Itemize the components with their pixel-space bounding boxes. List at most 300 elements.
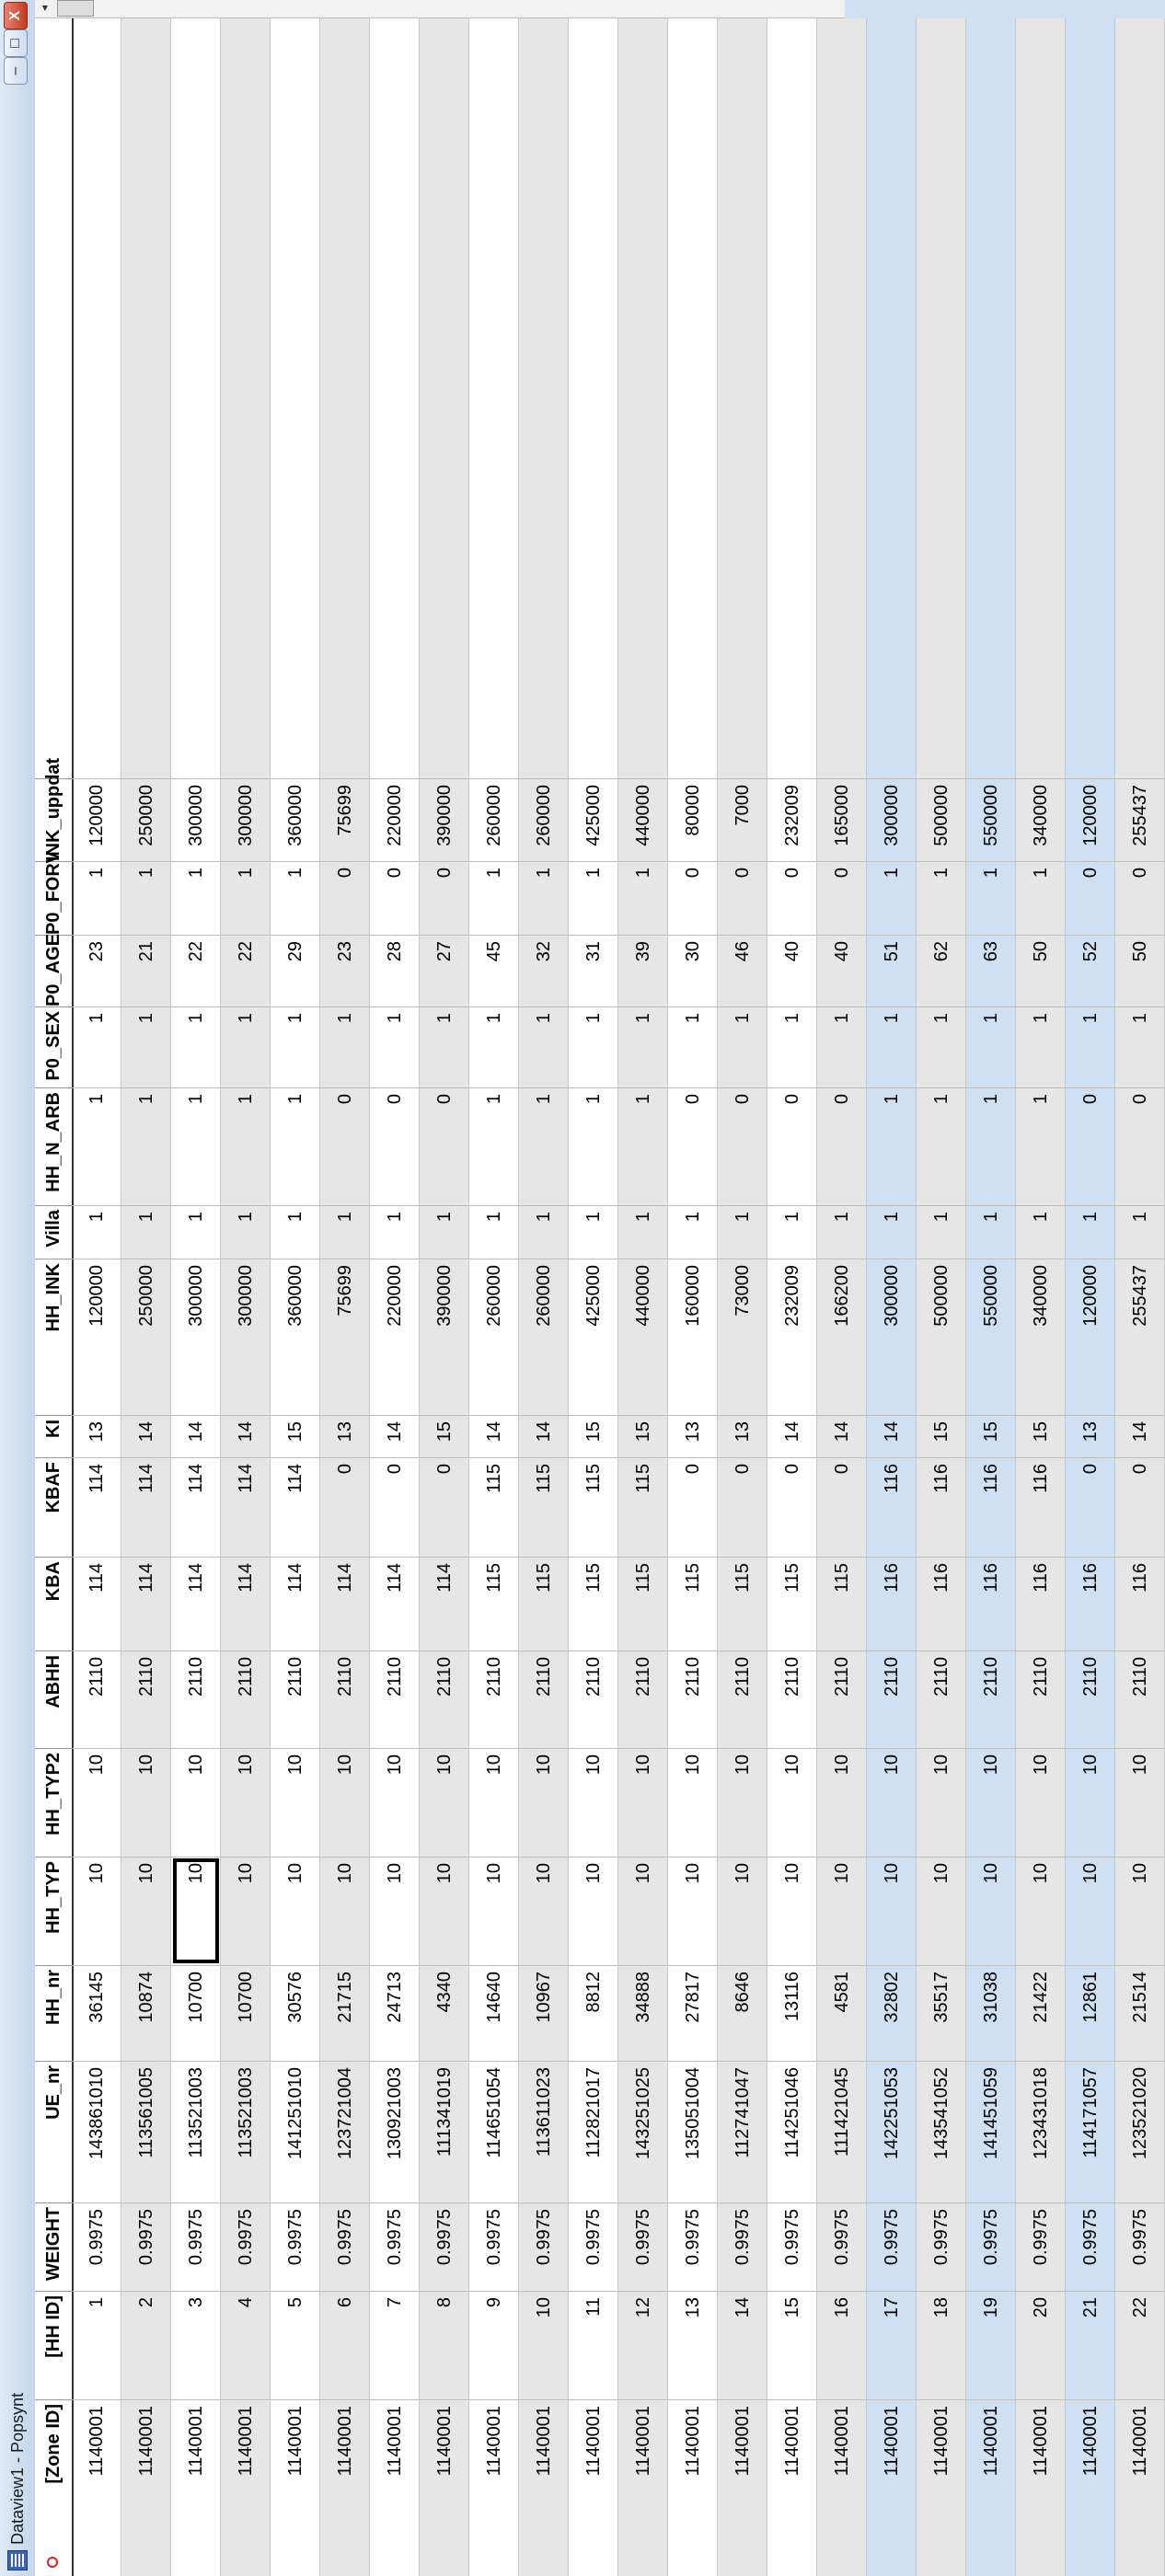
table-cell[interactable]: 4 [221, 2291, 271, 2399]
column-header[interactable]: HH_INK [35, 1259, 72, 1415]
row-selector[interactable] [121, 2547, 171, 2576]
table-cell[interactable]: 10 [271, 1857, 320, 1965]
column-header[interactable]: HH_TYP2 [35, 1748, 72, 1857]
table-cell[interactable]: 115 [519, 1557, 569, 1650]
table-cell[interactable]: 1 [221, 1087, 271, 1205]
table-cell[interactable]: 10 [469, 1857, 519, 1965]
row-selector[interactable] [271, 2547, 320, 2576]
table-cell[interactable]: 1140001 [767, 2399, 817, 2547]
table-cell[interactable]: 1 [370, 1205, 420, 1259]
table-row[interactable] [370, 18, 420, 2576]
row-selector[interactable] [569, 2547, 618, 2576]
table-cell[interactable]: 0.9975 [370, 2202, 420, 2291]
table-cell[interactable]: 340000 [1016, 1259, 1066, 1415]
table-cell[interactable]: 142251053 [867, 2061, 917, 2202]
table-cell[interactable]: 425000 [569, 1259, 618, 1415]
table-cell[interactable]: 10 [668, 1857, 718, 1965]
table-cell[interactable]: 116 [867, 1457, 917, 1557]
table-cell[interactable]: 116 [1016, 1457, 1066, 1557]
table-cell[interactable]: 10 [519, 1748, 569, 1857]
table-cell[interactable]: 1 [171, 1006, 221, 1087]
table-cell[interactable]: 0 [320, 861, 370, 935]
table-cell[interactable]: 232009 [767, 778, 817, 861]
table-cell[interactable]: 0 [370, 861, 420, 935]
row-selector[interactable] [668, 2547, 718, 2576]
table-cell[interactable]: 14 [370, 1415, 420, 1457]
table-cell[interactable]: 2110 [817, 1650, 867, 1748]
table-cell[interactable]: 1 [618, 1205, 668, 1259]
table-cell[interactable]: 1140001 [966, 2399, 1016, 2547]
table-cell[interactable]: 2110 [668, 1650, 718, 1748]
table-cell[interactable]: 40 [767, 935, 817, 1006]
table-cell[interactable]: 0 [1115, 861, 1165, 935]
table-row[interactable] [569, 18, 618, 2576]
table-cell[interactable]: 115 [569, 1457, 618, 1557]
table-cell[interactable]: 0 [1066, 1457, 1115, 1557]
table-cell[interactable]: 1 [271, 1205, 320, 1259]
table-cell[interactable]: 360000 [271, 1259, 320, 1415]
table-cell[interactable]: 22 [221, 935, 271, 1006]
row-selector[interactable] [370, 2547, 420, 2576]
table-cell[interactable]: 1 [1115, 1205, 1165, 1259]
table-cell[interactable]: 1140001 [370, 2399, 420, 2547]
table-cell[interactable]: 1 [867, 1006, 917, 1087]
table-cell[interactable]: 10 [72, 1748, 121, 1857]
table-row[interactable] [1115, 18, 1165, 2576]
table-cell[interactable]: 0 [767, 1087, 817, 1205]
table-cell[interactable]: 1140001 [668, 2399, 718, 2547]
table-cell[interactable]: 2110 [867, 1650, 917, 1748]
table-cell[interactable]: 10 [569, 1857, 618, 1965]
table-cell[interactable]: 116 [966, 1457, 1016, 1557]
table-cell[interactable]: 0.9975 [917, 2202, 966, 2291]
table-row[interactable] [718, 18, 767, 2576]
table-cell[interactable]: 13 [320, 1415, 370, 1457]
table-cell[interactable]: 22 [171, 935, 221, 1006]
table-cell[interactable]: 0.9975 [817, 2202, 867, 2291]
table-cell[interactable]: 0 [767, 861, 817, 935]
table-cell[interactable]: 14 [718, 2291, 767, 2399]
table-cell[interactable]: 10 [618, 1748, 668, 1857]
table-cell[interactable]: 143251025 [618, 2061, 668, 2202]
table-cell[interactable]: 50 [1016, 935, 1066, 1006]
table-cell[interactable]: 14 [469, 1415, 519, 1457]
table-cell[interactable]: 1 [171, 861, 221, 935]
table-cell[interactable]: 550000 [966, 778, 1016, 861]
column-header[interactable]: HH_TYP [35, 1857, 72, 1965]
table-cell[interactable]: 10 [966, 1748, 1016, 1857]
table-cell[interactable]: 1 [917, 1006, 966, 1087]
table-cell[interactable]: 300000 [221, 1259, 271, 1415]
table-cell[interactable]: 2110 [320, 1650, 370, 1748]
table-cell[interactable]: 1 [1016, 861, 1066, 935]
table-cell[interactable]: 300000 [221, 778, 271, 861]
minimize-button[interactable]: – [4, 57, 28, 85]
table-cell[interactable]: 10 [320, 1748, 370, 1857]
table-cell[interactable]: 1 [519, 1205, 569, 1259]
table-cell[interactable]: 120000 [72, 1259, 121, 1415]
table-cell[interactable]: 29 [271, 935, 320, 1006]
table-cell[interactable]: 440000 [618, 778, 668, 861]
table-cell[interactable]: 0 [718, 861, 767, 935]
table-cell[interactable]: 114 [72, 1457, 121, 1557]
table-cell[interactable]: 0.9975 [718, 2202, 767, 2291]
table-cell[interactable]: 27817 [668, 1965, 718, 2061]
table-cell[interactable]: 13116 [767, 1965, 817, 2061]
row-selector[interactable] [519, 2547, 569, 2576]
table-cell[interactable]: 2110 [519, 1650, 569, 1748]
table-cell[interactable]: 0 [420, 861, 469, 935]
table-cell[interactable]: 114 [271, 1557, 320, 1650]
table-cell[interactable]: 143861010 [72, 2061, 121, 2202]
table-cell[interactable]: 255437 [1115, 1259, 1165, 1415]
table-cell[interactable]: 1 [1066, 1205, 1115, 1259]
table-cell[interactable]: 1 [420, 1006, 469, 1087]
grid-corner[interactable] [35, 2547, 72, 2576]
table-cell[interactable]: 2110 [618, 1650, 668, 1748]
table-cell[interactable]: 0.9975 [1016, 2202, 1066, 2291]
table-cell[interactable]: 115 [519, 1457, 569, 1557]
table-cell[interactable]: 120000 [1066, 1259, 1115, 1415]
table-cell[interactable]: 10700 [221, 1965, 271, 2061]
table-cell[interactable]: 114 [171, 1557, 221, 1650]
table-cell[interactable]: 14 [767, 1415, 817, 1457]
table-cell[interactable]: 1 [469, 861, 519, 935]
table-cell[interactable]: 0 [767, 1457, 817, 1557]
table-cell[interactable]: 1140001 [469, 2399, 519, 2547]
table-cell[interactable]: 10 [1066, 1748, 1115, 1857]
table-cell[interactable]: 10 [221, 1857, 271, 1965]
table-cell[interactable]: 23 [320, 935, 370, 1006]
table-cell[interactable]: 114 [121, 1557, 171, 1650]
column-header[interactable]: KBA [35, 1557, 72, 1650]
table-cell[interactable]: 1 [718, 1006, 767, 1087]
row-selector[interactable] [966, 2547, 1016, 2576]
table-cell[interactable]: 14 [171, 1415, 221, 1457]
table-cell[interactable]: 10 [668, 1748, 718, 1857]
table-cell[interactable]: 14 [867, 1415, 917, 1457]
table-cell[interactable]: 14 [519, 1415, 569, 1457]
table-cell[interactable]: 1 [469, 1087, 519, 1205]
table-cell[interactable]: 1 [966, 1006, 1016, 1087]
table-row[interactable] [221, 18, 271, 2576]
table-cell[interactable]: 360000 [271, 778, 320, 861]
table-cell[interactable]: 1 [668, 1205, 718, 1259]
table-cell[interactable]: 1 [867, 1087, 917, 1205]
table-cell[interactable]: 1 [271, 861, 320, 935]
table-cell[interactable]: 12 [618, 2291, 668, 2399]
table-cell[interactable]: 114 [221, 1557, 271, 1650]
table-cell[interactable]: 113611023 [519, 2061, 569, 2202]
table-cell[interactable]: 114 [171, 1457, 221, 1557]
table-cell[interactable]: 1 [618, 861, 668, 935]
table-cell[interactable]: 62 [917, 935, 966, 1006]
table-cell[interactable]: 2110 [718, 1650, 767, 1748]
table-cell[interactable]: 21514 [1115, 1965, 1165, 2061]
table-cell[interactable]: 116 [1115, 1557, 1165, 1650]
table-cell[interactable]: 1 [569, 1006, 618, 1087]
table-cell[interactable]: 15 [966, 1415, 1016, 1457]
table-cell[interactable]: 1 [618, 1006, 668, 1087]
table-cell[interactable]: 10967 [519, 1965, 569, 2061]
table-cell[interactable]: 24713 [370, 1965, 420, 2061]
column-header[interactable]: P0_AGE [35, 935, 72, 1006]
table-cell[interactable]: 120000 [1066, 778, 1115, 861]
table-cell[interactable]: 232009 [767, 1259, 817, 1415]
row-selector[interactable] [817, 2547, 867, 2576]
table-cell[interactable]: 1 [171, 1205, 221, 1259]
table-cell[interactable]: 220000 [370, 778, 420, 861]
table-cell[interactable]: 2110 [767, 1650, 817, 1748]
table-cell[interactable]: 1 [72, 1205, 121, 1259]
table-cell[interactable]: 0 [370, 1457, 420, 1557]
table-cell[interactable]: 31 [569, 935, 618, 1006]
table-row[interactable] [1066, 18, 1115, 2576]
table-cell[interactable]: 10 [1115, 1857, 1165, 1965]
column-header[interactable]: ABHH [35, 1650, 72, 1748]
row-selector[interactable] [618, 2547, 668, 2576]
row-selector[interactable] [72, 2547, 121, 2576]
horizontal-scrollbar[interactable] [35, 0, 845, 18]
table-cell[interactable]: 1 [817, 1205, 867, 1259]
table-cell[interactable]: 52 [1066, 935, 1115, 1006]
table-cell[interactable]: 123521020 [1115, 2061, 1165, 2202]
row-selector[interactable] [718, 2547, 767, 2576]
table-cell[interactable]: 1140001 [1016, 2399, 1066, 2547]
table-cell[interactable]: 13 [718, 1415, 767, 1457]
table-cell[interactable]: 7000 [718, 778, 767, 861]
table-cell[interactable]: 10 [767, 1748, 817, 1857]
table-cell[interactable]: 32802 [867, 1965, 917, 2061]
table-cell[interactable]: 116 [917, 1557, 966, 1650]
table-cell[interactable]: 21 [1066, 2291, 1115, 2399]
table-cell[interactable]: 220000 [370, 1259, 420, 1415]
table-cell[interactable]: 115 [817, 1557, 867, 1650]
table-cell[interactable]: 1 [72, 861, 121, 935]
table-cell[interactable]: 116 [917, 1457, 966, 1557]
table-cell[interactable]: 1 [469, 1205, 519, 1259]
table-cell[interactable]: 14 [121, 1415, 171, 1457]
table-cell[interactable]: 2110 [72, 1650, 121, 1748]
table-cell[interactable]: 1140001 [171, 2399, 221, 2547]
table-cell[interactable]: 21715 [320, 1965, 370, 2061]
table-cell[interactable]: 1 [668, 1006, 718, 1087]
table-cell[interactable]: 1 [569, 861, 618, 935]
table-cell[interactable]: 113521003 [171, 2061, 221, 2202]
table-cell[interactable]: 1140001 [420, 2399, 469, 2547]
table-cell[interactable]: 500000 [917, 778, 966, 861]
table-cell[interactable]: 115 [569, 1557, 618, 1650]
table-cell[interactable]: 1 [271, 1006, 320, 1087]
table-cell[interactable]: 12861 [1066, 1965, 1115, 2061]
table-cell[interactable]: 1 [917, 1087, 966, 1205]
table-cell[interactable]: 10 [370, 1857, 420, 1965]
table-cell[interactable]: 15 [1016, 1415, 1066, 1457]
table-cell[interactable]: 1140001 [271, 2399, 320, 2547]
table-cell[interactable]: 15 [569, 1415, 618, 1457]
table-cell[interactable]: 10 [718, 1748, 767, 1857]
table-cell[interactable]: 10 [618, 1857, 668, 1965]
table-cell[interactable]: 1 [469, 1006, 519, 1087]
column-header[interactable]: [Zone ID] [35, 2399, 72, 2547]
table-cell[interactable]: 36145 [72, 1965, 121, 2061]
table-cell[interactable]: 15 [917, 1415, 966, 1457]
table-cell[interactable]: 1 [1066, 1006, 1115, 1087]
table-cell[interactable]: 10 [171, 1748, 221, 1857]
table-cell[interactable]: 114 [420, 1557, 469, 1650]
table-cell[interactable]: 80000 [668, 778, 718, 861]
table-cell[interactable]: 0 [817, 1457, 867, 1557]
table-cell[interactable]: 260000 [469, 1259, 519, 1415]
table-cell[interactable]: 10 [469, 1748, 519, 1857]
table-cell[interactable]: 0.9975 [121, 2202, 171, 2291]
table-cell[interactable]: 115 [718, 1557, 767, 1650]
table-cell[interactable]: 113521003 [221, 2061, 271, 2202]
table-cell[interactable]: 9 [469, 2291, 519, 2399]
table-cell[interactable]: 10 [420, 1857, 469, 1965]
table-cell[interactable]: 10 [420, 1748, 469, 1857]
table-cell[interactable]: 1 [867, 1205, 917, 1259]
table-cell[interactable]: 116 [966, 1557, 1016, 1650]
column-header[interactable]: [HH ID] [35, 2291, 72, 2399]
table-cell[interactable]: 390000 [420, 778, 469, 861]
table-cell[interactable]: 300000 [171, 778, 221, 861]
table-cell[interactable]: 390000 [420, 1259, 469, 1415]
table-cell[interactable]: 255437 [1115, 778, 1165, 861]
table-cell[interactable]: 0 [718, 1087, 767, 1205]
table-cell[interactable]: 0.9975 [668, 2202, 718, 2291]
table-cell[interactable]: 2110 [420, 1650, 469, 1748]
table-cell[interactable]: 1 [817, 1006, 867, 1087]
column-header[interactable]: P0_FORV [35, 861, 72, 935]
table-cell[interactable]: 250000 [121, 1259, 171, 1415]
table-cell[interactable]: 115 [618, 1557, 668, 1650]
table-cell[interactable]: 10 [221, 1748, 271, 1857]
table-cell[interactable]: 0.9975 [867, 2202, 917, 2291]
table-cell[interactable]: 114 [121, 1457, 171, 1557]
table-cell[interactable]: 30576 [271, 1965, 320, 2061]
table-cell[interactable]: 16 [817, 2291, 867, 2399]
table-cell[interactable]: 1 [171, 1087, 221, 1205]
table-cell[interactable]: 3 [171, 2291, 221, 2399]
table-cell[interactable]: 2110 [370, 1650, 420, 1748]
table-cell[interactable]: 260000 [519, 1259, 569, 1415]
table-cell[interactable]: 10874 [121, 1965, 171, 2061]
table-cell[interactable]: 1 [519, 861, 569, 935]
table-cell[interactable]: 15 [767, 2291, 817, 2399]
table-cell[interactable]: 0 [420, 1087, 469, 1205]
table-cell[interactable]: 0.9975 [420, 2202, 469, 2291]
table-cell[interactable]: 1 [370, 1006, 420, 1087]
table-cell[interactable]: 10 [271, 1748, 320, 1857]
table-cell[interactable]: 300000 [867, 1259, 917, 1415]
table-cell[interactable]: 1 [271, 1087, 320, 1205]
table-cell[interactable]: 0 [668, 1457, 718, 1557]
table-cell[interactable]: 2110 [121, 1650, 171, 1748]
table-cell[interactable]: 13 [668, 1415, 718, 1457]
table-cell[interactable]: 0.9975 [618, 2202, 668, 2291]
table-cell[interactable]: 340000 [1016, 778, 1066, 861]
table-cell[interactable]: 1 [767, 1205, 817, 1259]
table-cell[interactable]: 1 [121, 861, 171, 935]
table-cell[interactable]: 10 [1016, 1857, 1066, 1965]
table-row[interactable] [1016, 18, 1066, 2576]
table-cell[interactable]: 114651054 [469, 2061, 519, 2202]
table-cell[interactable]: 116 [867, 1557, 917, 1650]
table-cell[interactable]: 115 [469, 1557, 519, 1650]
table-cell[interactable]: 21 [121, 935, 171, 1006]
table-cell[interactable]: 1 [569, 1205, 618, 1259]
table-cell[interactable]: 1140001 [121, 2399, 171, 2547]
row-selector[interactable] [867, 2547, 917, 2576]
table-cell[interactable]: 5 [271, 2291, 320, 2399]
table-cell[interactable]: 1140001 [72, 2399, 121, 2547]
row-selector[interactable] [469, 2547, 519, 2576]
table-cell[interactable]: 10 [569, 1748, 618, 1857]
table-cell[interactable]: 111341019 [420, 2061, 469, 2202]
table-cell[interactable]: 40 [817, 935, 867, 1006]
table-cell[interactable]: 160000 [668, 1259, 718, 1415]
table-cell[interactable]: 20 [1016, 2291, 1066, 2399]
table-cell[interactable]: 51 [867, 935, 917, 1006]
table-cell[interactable]: 14 [1115, 1415, 1165, 1457]
table-cell[interactable]: 115 [618, 1457, 668, 1557]
table-cell[interactable]: 10 [917, 1857, 966, 1965]
table-cell[interactable]: 1 [569, 1087, 618, 1205]
table-cell[interactable]: 27 [420, 935, 469, 1006]
table-cell[interactable]: 0 [320, 1087, 370, 1205]
table-cell[interactable]: 500000 [917, 1259, 966, 1415]
table-cell[interactable]: 28 [370, 935, 420, 1006]
row-selector[interactable] [1066, 2547, 1115, 2576]
table-cell[interactable]: 32 [519, 935, 569, 1006]
table-cell[interactable]: 17 [867, 2291, 917, 2399]
table-cell[interactable]: 63 [966, 935, 1016, 1006]
close-button[interactable]: X [4, 2, 28, 29]
table-cell[interactable]: 0.9975 [171, 2202, 221, 2291]
table-cell[interactable]: 112741047 [718, 2061, 767, 2202]
column-header[interactable]: HH_N_ARB [35, 1087, 72, 1205]
table-cell[interactable]: 1140001 [1115, 2399, 1165, 2547]
table-row[interactable] [469, 18, 519, 2576]
table-cell[interactable]: 2110 [271, 1650, 320, 1748]
table-cell[interactable]: 1 [917, 861, 966, 935]
table-cell[interactable]: 111421045 [817, 2061, 867, 2202]
column-header[interactable]: KBAF [35, 1457, 72, 1557]
table-cell[interactable]: 4340 [420, 1965, 469, 2061]
table-cell[interactable]: 75699 [320, 1259, 370, 1415]
table-row[interactable] [72, 18, 121, 2576]
table-cell[interactable]: 1 [1016, 1006, 1066, 1087]
table-cell[interactable]: 165000 [817, 778, 867, 861]
table-cell[interactable]: 2110 [221, 1650, 271, 1748]
table-cell[interactable]: 1140001 [718, 2399, 767, 2547]
table-cell[interactable]: 0 [1115, 1087, 1165, 1205]
row-selector[interactable] [767, 2547, 817, 2576]
table-cell[interactable]: 39 [618, 935, 668, 1006]
row-selector[interactable] [420, 2547, 469, 2576]
table-row[interactable] [320, 18, 370, 2576]
table-row[interactable] [867, 18, 917, 2576]
table-cell[interactable]: 14640 [469, 1965, 519, 2061]
table-cell[interactable]: 114 [221, 1457, 271, 1557]
table-cell[interactable]: 0.9975 [271, 2202, 320, 2291]
table-cell[interactable]: 143541052 [917, 2061, 966, 2202]
table-cell[interactable]: 300000 [171, 1259, 221, 1415]
table-cell[interactable]: 1 [72, 1006, 121, 1087]
table-cell[interactable]: 166200 [817, 1259, 867, 1415]
table-cell[interactable]: 22 [1115, 2291, 1165, 2399]
